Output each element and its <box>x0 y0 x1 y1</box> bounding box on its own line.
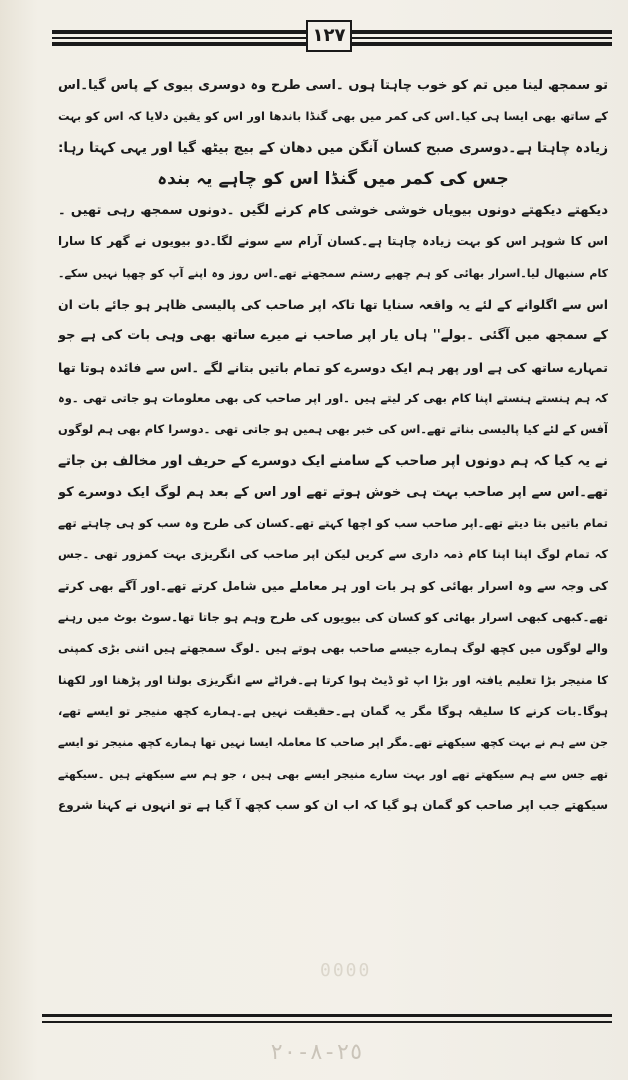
text-line-11: کہ ہم ہنستے ہنستے اپنا کام بھی کر لیتے ہیں ۔اور اپر صاحب کی بھی معلومات ہو جاتی تھی ۔وہ <box>58 390 608 405</box>
body-text <box>58 70 608 821</box>
text-line-7: کام سنبھال لیا۔اسرار بھائی کو ہم چھپے رستم سمجھتے تھے۔اس روز وہ اپنے آپ کو چھپا نہیں سکے۔ <box>58 266 608 280</box>
faint-stamp-digits: 0000 <box>320 960 372 981</box>
text-line-15: تمام باتیں بتا دیتے تھے۔اپر صاحب سب کو اچھا کہتے تھے۔کسان کی طرح وہ سب کو ہی چاہتے تھے <box>58 516 608 531</box>
text-line-6: اس کا شوہر اس کو بہت زیادہ چاہتا ہے۔کسان آرام سے سونے لگا۔دو بیویوں نے گھر کا سارا <box>58 234 608 249</box>
text-line-16: کہ تمام لوگ اپنا اپنا کام ذمہ داری سے کریں لیکن اپر صاحب کی انگریزی بہت کمزور تھی ۔جس <box>58 547 608 562</box>
text-line-14: تھے۔اس سے اپر صاحب بہت ہی خوش ہوتے تھے اور اس کے بعد ہم لوگ ایک دوسرے کو <box>58 484 608 500</box>
text-line-20: کا منیجر بڑا تعلیم یافتہ اور بڑا اپ ٹو ڈیٹ ہوا کرتا ہے۔فراٹے سے انگریزی بولنا اور پڑھنا اور لکھنا <box>58 672 608 687</box>
text-line-22: جن سے ہم نے بہت کچھ سیکھتے تھے۔مگر اپر صاحب کا معاملہ ایسا نہیں تھا ہمارے کچھ منیجر تو ایسے <box>58 736 608 750</box>
page-number <box>306 20 352 52</box>
text-line-10: تمہارے ساتھ کی ہے اور پھر ہم ایک دوسرے کو تمام باتیں بتانے لگے ۔اس سے فائدہ ہوتا تھا <box>58 359 608 375</box>
text-line-19: والے لوگوں میں کچھ لوگ ہمارے جیسے صاحب بھی ہوتے ہیں ۔لوگ سمجھتے ہیں اتنی بڑی کمپنی <box>58 641 608 656</box>
text-line-2: کے ساتھ بھی ایسا ہی کیا۔اس کی کمر میں بھی گنڈا باندھا اور اس کو یقین دلایا کہ اس کو بہت <box>58 109 608 124</box>
verse-line: جس کی کمر میں گنڈا اس کو چاہے یہ بندہ <box>157 168 509 189</box>
text-line-17: کی وجہ سے وہ اسرار بھائی کو ہر بات اور ہر معاملے میں شامل کرتے تھے۔اور آگے بھی کرتے <box>58 578 608 593</box>
text-line-5: دیکھتے دیکھتے دونوں بیویاں خوشی خوشی کام کرنے لگیں ۔دونوں سمجھ رہی تھیں ۔ <box>58 203 608 219</box>
text-line-12: آفس کے لئے کیا پالیسی بناتے تھے۔اس کی خبر بھی ہمیں ہو جاتی تھی ۔دوسرا کام بھی ہم لوگوں <box>58 422 608 437</box>
footer-rule-top <box>42 1014 612 1017</box>
text-line-13: نے یہ کیا کہ ہم دونوں اپر صاحب کے سامنے ایک دوسرے کے حریف اور مخالف بن جاتے <box>58 452 608 469</box>
text-line-21: ہوگا۔بات کرنے کا سلیقہ ہوگا مگر یہ گمان ہے۔حقیقت نہیں ہے۔ہمارے کچھ منیجر تو ایسے تھے، <box>58 703 608 718</box>
faint-date-stamp: ٢٥-٨-٢٠ <box>270 1040 363 1065</box>
footer-rule-bottom <box>42 1021 612 1023</box>
text-line-18: تھے۔کبھی کبھی اسرار بھائی کو کسان کی بیویوں کی طرح وہم ہو جاتا تھا۔سوٹ بوٹ میں رہنے <box>58 610 608 625</box>
text-line-3: زیادہ چاہتا ہے۔دوسری صبح کسان آنگن میں دھان کے بیچ بیٹھ گیا اور یہی کہتا رہا: <box>58 139 608 156</box>
text-line-8: اس سے اگلوانے کے لئے یہ واقعہ سنایا تھا تاکہ اپر صاحب کی پالیسی ظاہر ہو جائے بات ان <box>58 297 608 313</box>
text-line-9: کے سمجھ میں آگئی ۔بولے'' ہاں یار اپر صاحب نے میرے ساتھ بھی وہی بات کی ہے جو <box>58 328 608 344</box>
page-number-label: ۱۲۷ <box>312 25 346 46</box>
text-line-24: سیکھتے جب اپر صاحب کو گمان ہو گیا کہ اب ان کو سب کچھ آ گیا ہے تو انہوں نے کہنا شروع <box>58 797 608 812</box>
text-line-1: تو سمجھ لینا میں تم کو خوب چاہتا ہوں ۔اسی طرح وہ دوسری بیوی کے پاس گیا۔اس <box>58 78 608 93</box>
text-line-23: تھے جس سے ہم سیکھتے تھے اور بہت سارے منیجر ایسے بھی ہیں ، جو ہم سے سیکھتے ہیں ۔سیکھتے <box>58 767 608 781</box>
